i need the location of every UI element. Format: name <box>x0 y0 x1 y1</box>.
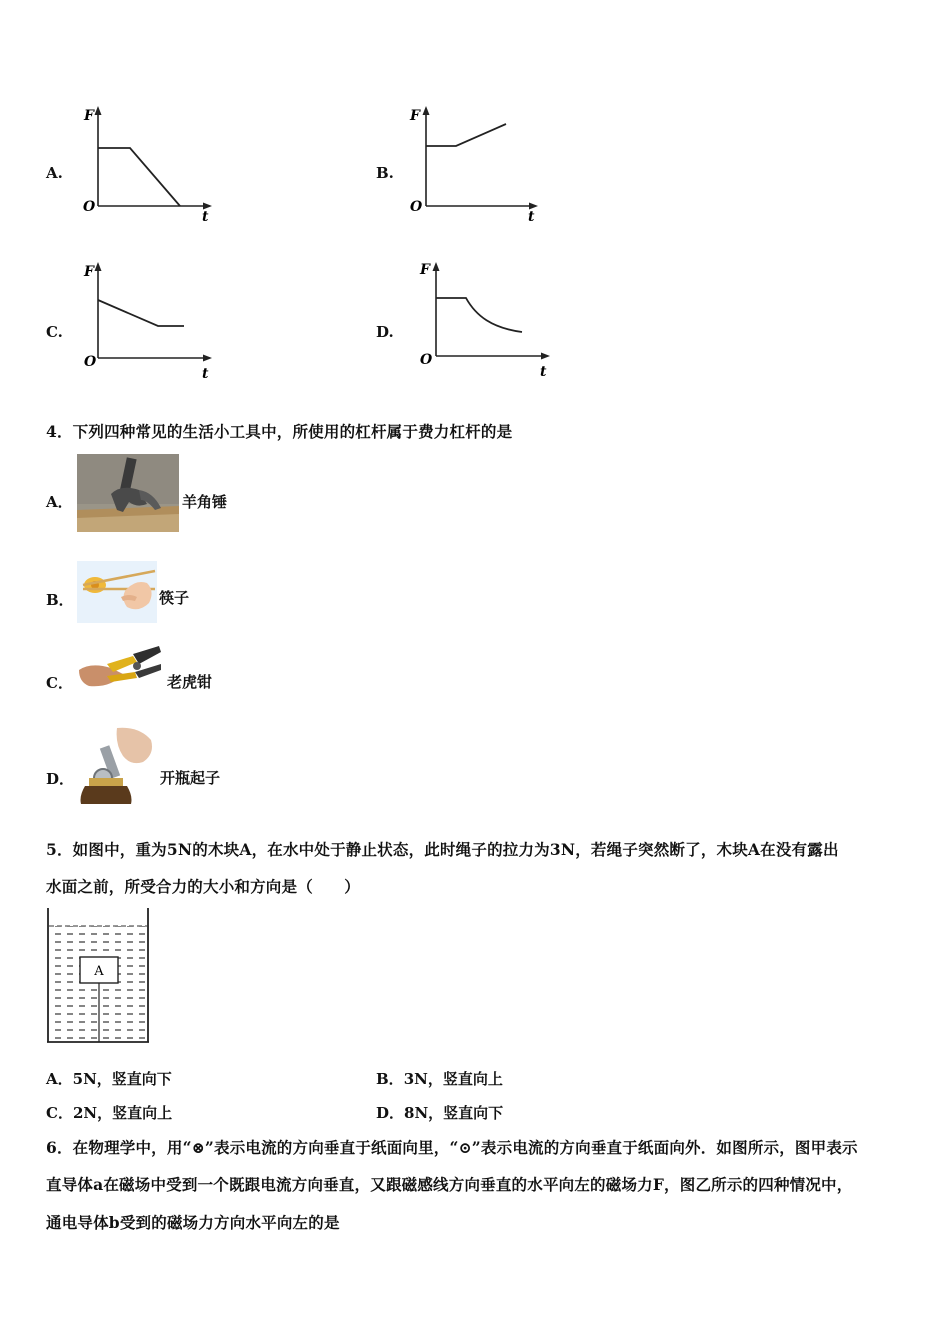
beaker-figure <box>42 906 154 1052</box>
q5-option-d-label: D． <box>376 1104 405 1122</box>
question-5-line-1: 5．如图中，重为5N的木块A，在水中处于静止状态，此时绳子的拉力为3N，若绳子突然断了，木块A在没有露出 <box>46 840 839 859</box>
pliers-image <box>77 642 165 708</box>
x-axis-label: t <box>202 209 209 225</box>
x-axis-label: t <box>528 209 535 225</box>
option-c-label: C. <box>46 323 63 341</box>
q4-option-a-label: A． <box>46 493 73 511</box>
option-b-label: B. <box>376 164 394 182</box>
block-a-label: A <box>94 964 104 979</box>
bottle-opener-image <box>77 726 157 804</box>
q5-option-c-text: 2N，竖直向上 <box>72 1104 173 1122</box>
option-a-label: A. <box>46 164 63 182</box>
x-axis-label: t <box>202 366 209 382</box>
q4-option-d-label: D． <box>46 770 75 788</box>
graph-a <box>78 100 218 225</box>
question-6-line-1: 6．在物理学中，用“⊗”表示电流的方向垂直于纸面向里，“⊙”表示电流的方向垂直于纸面向外．如图所示，图甲表示 <box>46 1138 858 1157</box>
chopsticks-image <box>77 561 157 623</box>
q5-option-c <box>46 1102 172 1123</box>
origin-label: O <box>84 354 97 370</box>
q4-option-b-label: B． <box>46 591 74 609</box>
graph-b <box>406 100 546 225</box>
q5-option-d-text: 8N，竖直向下 <box>404 1104 504 1122</box>
graph-d <box>412 256 562 381</box>
origin-label: O <box>420 352 433 368</box>
q5-option-d <box>376 1102 503 1123</box>
claw-hammer-image <box>77 454 179 532</box>
q5-option-a-text: 5N，竖直向下 <box>72 1070 172 1088</box>
question-6-line-3: 通电导体b受到的磁场力方向水平向左的是 <box>46 1213 340 1232</box>
x-axis-label: t <box>540 364 547 380</box>
q4-option-c-label: C． <box>46 674 73 692</box>
y-axis-label: F <box>84 108 94 124</box>
q5-option-b-text: 3N，竖直向上 <box>403 1070 503 1088</box>
origin-label: O <box>410 199 423 215</box>
q5-option-c-label: C． <box>46 1104 73 1122</box>
q5-option-a-label: A． <box>46 1070 73 1088</box>
q5-option-b-label: B． <box>376 1070 404 1088</box>
origin-label: O <box>83 199 96 215</box>
y-axis-label: F <box>420 262 430 278</box>
y-axis-label: F <box>410 108 420 124</box>
option-d-label: D. <box>376 323 394 341</box>
q5-option-a <box>46 1068 172 1089</box>
graph-c <box>78 258 218 383</box>
q4-option-c-name: 老虎钳 <box>167 673 213 691</box>
question-6-line-2: 直导体a在磁场中受到一个既跟电流方向垂直，又跟磁感线方向垂直的水平向左的磁场力F，图乙所示的四种情况中， <box>46 1175 853 1194</box>
y-axis-label: F <box>84 264 94 280</box>
q5-option-b <box>376 1068 503 1089</box>
q4-option-b-name: 筷子 <box>159 589 190 607</box>
q4-option-a-name: 羊角锤 <box>182 493 228 511</box>
question-5-line-2: 水面之前，所受合力的大小和方向是（ ） <box>46 877 361 896</box>
q4-option-d-name: 开瓶起子 <box>160 769 221 787</box>
question-4-text: 4．下列四种常见的生活小工具中，所使用的杠杆属于费力杠杆的是 <box>46 422 513 441</box>
